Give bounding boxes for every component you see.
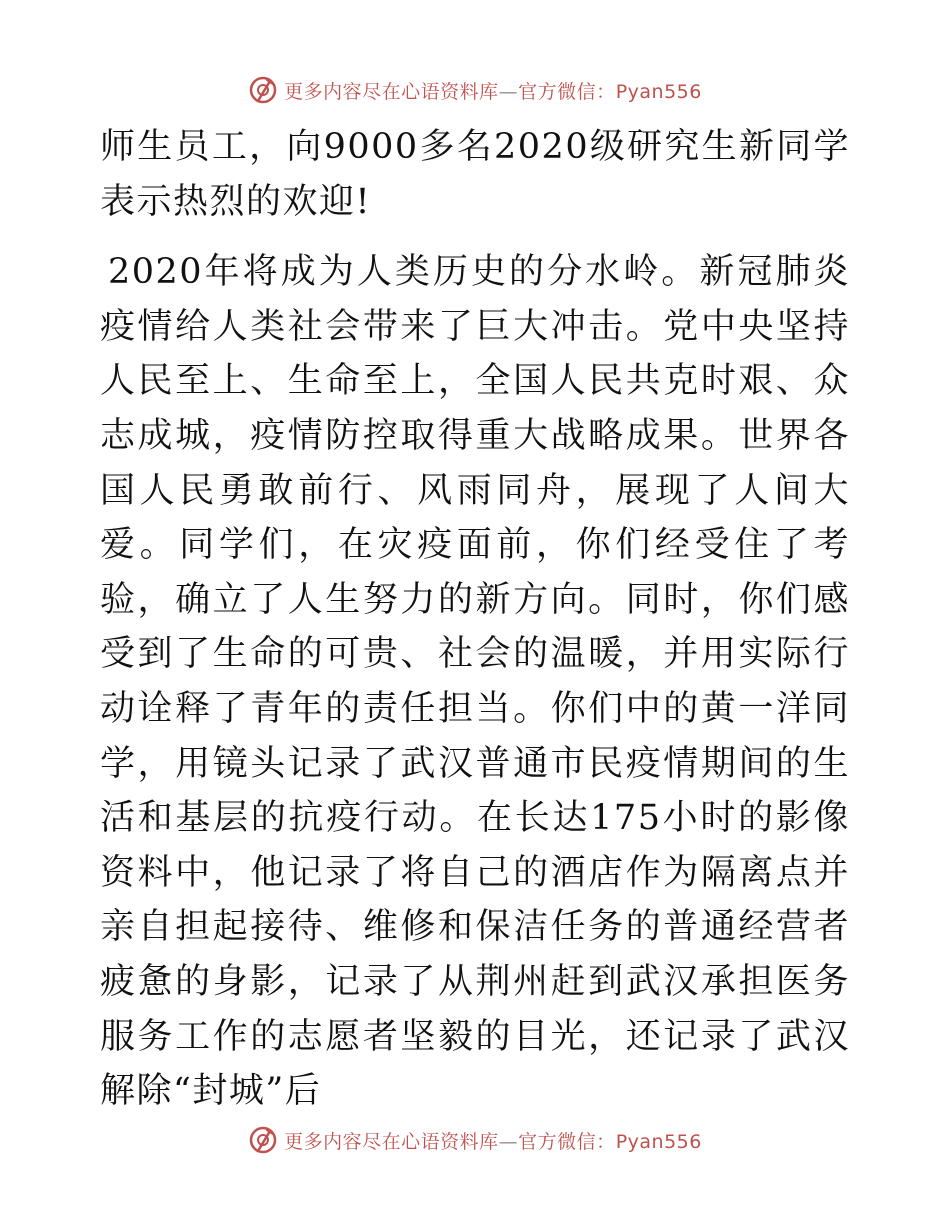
watermark-brand: 更多内容尽在心语资料库 [284,80,499,103]
watermark-dash: — [498,1130,519,1153]
watermark-logo-icon [248,1125,278,1155]
watermark-wechat-id: Pyan556 [615,80,702,103]
watermark-brand: 更多内容尽在心语资料库 [284,1130,499,1153]
watermark-dash: — [498,80,519,103]
watermark-wechat-label: 官方微信： [518,80,616,103]
footer-watermark [0,1122,950,1158]
paragraph-pandemic: 2020年将成为人类历史的分水岭。新冠肺炎疫情给人类社会带来了巨大冲击。党中央坚持人民至上、生命至上，全国人民共克时艰、众志成城，疫情防控取得重大战略成果。世界各国人民勇敢前行、风雨同舟，展现了人间大爱。同学们，在灾疫面前，你们经受住了考验，确立了人生努力的新方向。同时，你们感受到了生命的可贵、社会的温暖，并用实际行动诠释了青年的责任担当。你们中的黄一洋同学，用镜头记录了武汉普通市民疫情期间的生活和基层的抗疫行动。在长达175小时的影像资料中，他记录了将自己的酒店作为隔离点并亲自担起接待、维修和保洁任务的普通经营者疲惫的身影，记录了从荆州赶到武汉承担医务服务工作的志愿者坚毅的目光，还记录了武汉解除“封城”后 [100,252,850,1112]
watermark-wechat-id: Pyan556 [615,1130,702,1153]
paragraph-welcome: 师生员工，向9000多名2020级研究生新同学表示热烈的欢迎! [100,127,850,222]
watermark-text [284,77,702,104]
watermark-wechat-label: 官方微信： [518,1130,616,1153]
header-watermark [0,72,950,108]
watermark-text [284,1127,702,1154]
watermark-logo-icon [248,75,278,105]
document-body [100,120,850,1119]
